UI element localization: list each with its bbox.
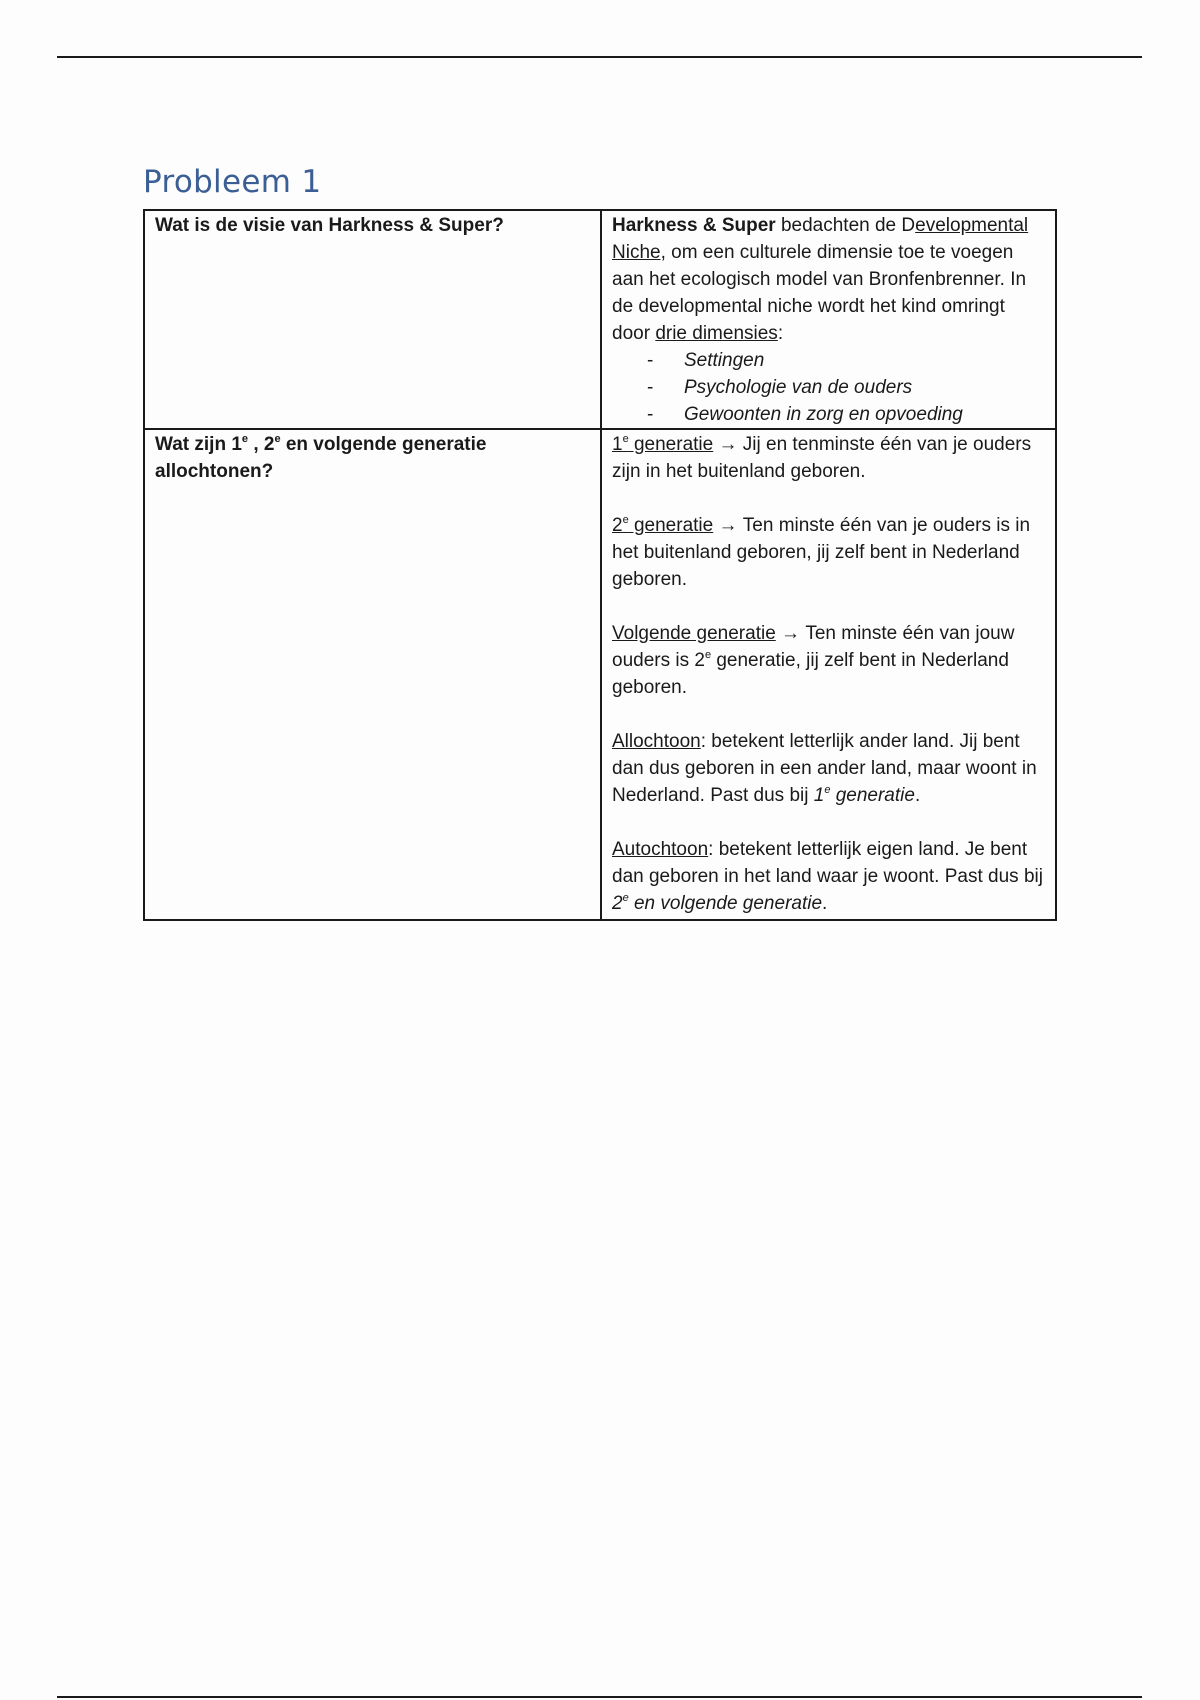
gen2-paragraph [612, 512, 1045, 593]
definition-text: : betekent letterlijk eigen land. Je bent dan geboren in het land waar je woont. Past dus bij [612, 839, 1043, 887]
question-text [155, 434, 486, 482]
autochtoon-term: Autochtoon [612, 839, 709, 860]
bullet-dash: - [647, 404, 654, 425]
qa-table [143, 209, 1057, 921]
list-item-text: Settingen [684, 350, 765, 371]
ref-text: generatie [830, 785, 915, 806]
allochtoon-paragraph [612, 728, 1045, 809]
period: . [914, 785, 921, 806]
superscript: e [241, 433, 249, 445]
footer-rule [57, 1696, 1142, 1698]
label-text: generatie [628, 515, 714, 536]
bullet-dash: - [647, 350, 654, 371]
list-item-text: Gewoonten in zorg en opvoeding [684, 404, 963, 425]
author-names: Harkness & Super [612, 215, 776, 236]
question-cell [144, 429, 601, 920]
dimensions-term: drie dimensies [655, 323, 778, 344]
dimensions-list [612, 347, 1045, 428]
superscript: e [704, 649, 712, 661]
definition-text: Ten minste één van jouw ouders is 2 [612, 623, 1015, 671]
generation-reference [612, 893, 822, 914]
header-rule [57, 56, 1142, 58]
period: . [822, 893, 828, 914]
allochtoon-term: Allochtoon [612, 731, 701, 752]
superscript: e [824, 784, 831, 796]
generation-reference [814, 785, 915, 806]
list-item-text: Psychologie van de ouders [684, 377, 913, 398]
answer-text: : [777, 323, 784, 344]
definition-text: Ten minste één van je ouders is in het buitenland geboren, jij zelf bent in Nederland geboren. [612, 515, 1031, 590]
label-text: generatie [628, 434, 714, 455]
superscript: e [622, 514, 629, 526]
niche-term: evelopmental Niche, [612, 215, 1029, 263]
arrow-icon: → [713, 434, 743, 455]
list-item [647, 374, 1045, 401]
label-number: 2 [612, 515, 623, 536]
ref-number: 1 [813, 785, 825, 806]
ref-number: 2 [612, 893, 623, 914]
bullet-dash: - [647, 377, 654, 398]
gen1-label [612, 434, 713, 455]
answer-paragraph [612, 212, 1045, 347]
ref-text: en volgende generatie [628, 893, 823, 914]
superscript: e [274, 433, 281, 445]
question-text: Wat is de visie van Harkness & Super? [155, 215, 504, 236]
question-part: Wat zijn 1 [155, 434, 242, 455]
definition-text: Jij en tenminste één van je ouders zijn in het buitenland geboren. [612, 434, 1032, 482]
definition-text: : betekent letterlijk ander land. Jij bent dan dus geboren in een ander land, maar woont in Nederland. Past dus bij [612, 731, 1037, 806]
arrow-icon: → [775, 623, 806, 644]
arrow-icon: → [713, 515, 743, 536]
answer-text: bedachten de D [775, 215, 916, 236]
gen2-label [612, 515, 713, 536]
label-number: 1 [612, 434, 623, 455]
superscript: e [622, 892, 629, 904]
superscript: e [622, 433, 629, 445]
page-heading: Probleem 1 [143, 164, 322, 200]
list-item [647, 347, 1045, 374]
gen3-paragraph [612, 620, 1045, 701]
answer-cell [601, 210, 1056, 429]
answer-text: om een culturele dimensie toe te voegen aan het ecologisch model van Bronfenbrenner. In de developmental niche wordt het kind omringt door [612, 242, 1027, 344]
answer-cell [601, 429, 1056, 920]
table-row [144, 210, 1056, 429]
autochtoon-paragraph [612, 836, 1045, 917]
list-item [647, 401, 1045, 428]
question-part: , 2 [248, 434, 275, 455]
table-row [144, 429, 1056, 920]
question-part: en volgende generatie allochtonen? [155, 434, 487, 482]
definition-text: generatie, jij zelf bent in Nederland geboren. [612, 650, 1009, 698]
question-cell [144, 210, 601, 429]
gen1-paragraph [612, 431, 1045, 485]
gen3-label: Volgende generatie [612, 623, 776, 644]
